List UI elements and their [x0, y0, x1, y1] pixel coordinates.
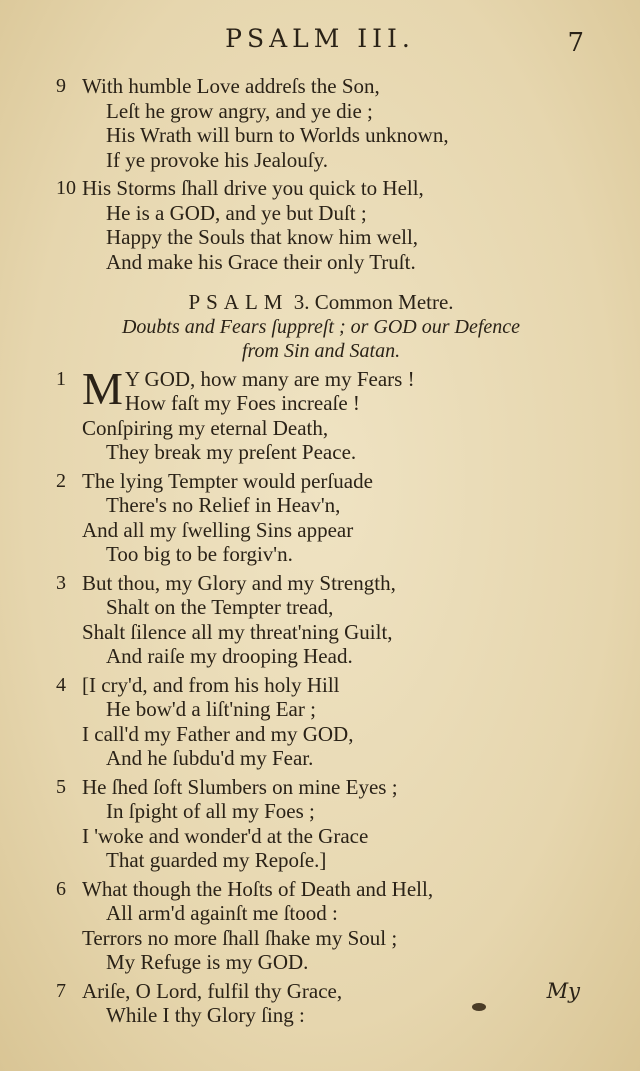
- drop-capital: M: [82, 362, 123, 414]
- stanza-10: [56, 176, 586, 274]
- stanza-number: 5: [56, 775, 66, 798]
- verse-line: The lying Tempter would perſuade: [82, 468, 373, 493]
- verse-line: And he ſubdu'd my Fear.: [106, 746, 314, 770]
- stanza-2: [56, 469, 586, 567]
- verse-line: He is a GOD, and ye but Duſt ;: [106, 200, 367, 225]
- verse-line: His Storms ſhall drive you quick to Hell,: [82, 176, 424, 200]
- psalm-number: 3.: [293, 290, 310, 314]
- psalm-metre: Common Metre.: [314, 290, 454, 314]
- verse-line: That guarded my Repoſe.]: [106, 848, 327, 872]
- verse-line: Leſt he grow angry, and ye die ;: [106, 98, 373, 123]
- verse-line: [I cry'd, and from his holy Hill: [82, 672, 340, 697]
- verse-line: In ſpight of all my Foes ;: [106, 799, 315, 823]
- catchword: My: [546, 979, 580, 1003]
- stanza-1: [56, 362, 586, 465]
- verse-line: And raiſe my drooping Head.: [106, 644, 353, 668]
- stanza-number: 2: [56, 469, 66, 492]
- verse-line: I 'woke and wonder'd at the Grace: [82, 823, 369, 848]
- stanza-number: 6: [56, 877, 66, 900]
- verse-line: They break my preſent Peace.: [106, 440, 357, 464]
- hymn-text: [56, 74, 586, 1028]
- stanza-number: 4: [56, 673, 66, 696]
- verse-line: And make his Grace their only Truſt.: [106, 249, 416, 274]
- verse-line: There's no Relief in Heav'n,: [106, 493, 341, 517]
- verse-line: How faſt my Foes increaſe !: [124, 391, 360, 415]
- verse-line: If ye provoke his Jealouſy.: [106, 147, 328, 172]
- verse-line: Conſpiring my eternal Death,: [82, 415, 329, 440]
- stanza-number: 1: [56, 367, 66, 390]
- stanza-number: 9: [56, 75, 66, 97]
- verse-line: I call'd my Father and my GOD,: [82, 721, 354, 746]
- verse-line: And all my ſwelling Sins appear: [82, 517, 354, 542]
- psalm-word: PSALM: [188, 290, 289, 314]
- verse-line: What though the Hoſts of Death and Hell,: [82, 876, 434, 901]
- verse-line: But thou, my Glory and my Strength,: [82, 570, 396, 595]
- stanza-number: 3: [56, 571, 66, 594]
- stanza-number: 10: [56, 177, 76, 199]
- stanza-6: [56, 877, 586, 975]
- stanza-number: 7: [56, 979, 66, 1002]
- page-number: 7: [567, 28, 584, 58]
- verse-line: While I thy Glory ſing :: [106, 1003, 305, 1027]
- ink-mark-ornament: [472, 1003, 486, 1011]
- page-header: [0, 24, 640, 58]
- psalm-subtitle: Doubts and Fears ſuppreſt ; or GOD our Defence: [121, 315, 521, 338]
- verse-line: Terrors no more ſhall ſhake my Soul ;: [82, 925, 398, 950]
- verse-line: My Refuge is my GOD.: [106, 950, 309, 974]
- verse-line: Shalt on the Tempter tread,: [106, 595, 334, 619]
- stanza-5: [56, 775, 586, 873]
- verse-line: Ariſe, O Lord, fulfil thy Grace,: [82, 978, 343, 1003]
- verse-line: With humble Love addreſs the Son,: [82, 74, 380, 98]
- verse-line: Too big to be forgiv'n.: [106, 542, 293, 566]
- verse-line: All arm'd againſt me ſtood :: [106, 901, 338, 925]
- stanza-3: [56, 571, 586, 669]
- verse-line: Shalt ſilence all my threat'ning Guilt,: [82, 619, 393, 644]
- verse-line: He ſhed ſoft Slumbers on mine Eyes ;: [82, 774, 398, 799]
- running-title: PSALM III.: [225, 24, 415, 53]
- verse-line: Y GOD, how many are my Fears !: [124, 366, 415, 391]
- verse-line: He bow'd a liſt'ning Ear ;: [106, 697, 316, 721]
- stanza-9: [56, 74, 586, 172]
- psalm-heading: [56, 290, 586, 315]
- stanza-7: [56, 979, 586, 1028]
- verse-line: Happy the Souls that know him well,: [106, 225, 419, 249]
- psalm-subtitle-continued: from Sin and Satan.: [241, 339, 401, 362]
- stanza-4: [56, 673, 586, 771]
- verse-line: His Wrath will burn to Worlds unknown,: [106, 123, 449, 147]
